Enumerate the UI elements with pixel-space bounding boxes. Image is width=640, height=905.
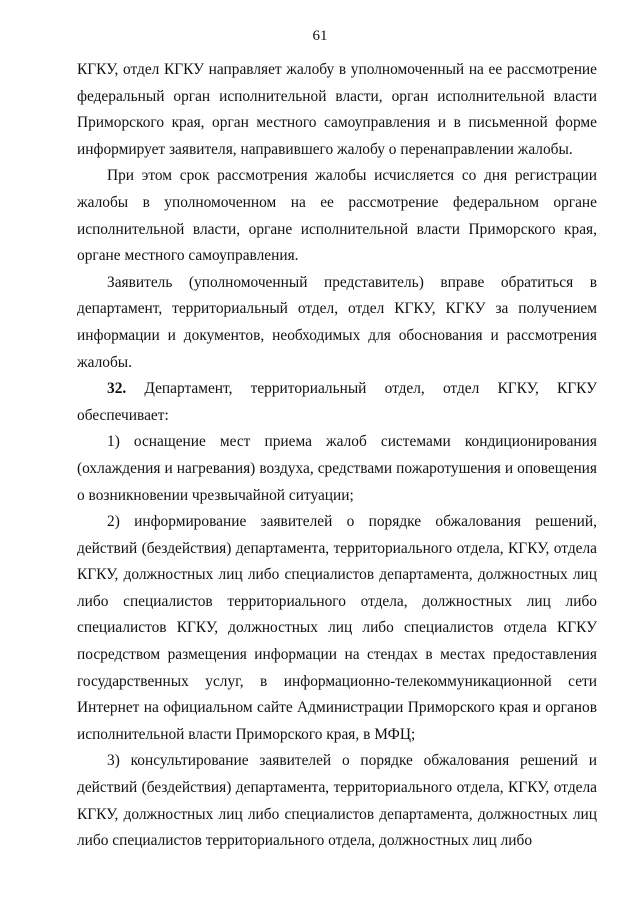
- paragraph-item-2: 2) информирование заявителей о порядке обжалования решений, действий (бездействия) департамента, территориального отдела, КГКУ, отдела КГКУ, должностных лиц либо специалистов департамента, должностных лиц либо специалистов территориального отдела, должностных лиц либо специалистов КГКУ, должностных лиц либо специалистов отдела КГКУ посредством размещения информации на стендах в местах предоставления государственных услуг, в информационно-телекоммуникационной сети Интернет на официальном сайте Администрации Приморского края и органов исполнительной власти Приморского края, в МФЦ;: [77, 513, 597, 743]
- paragraph-item-3: 3) консультирование заявителей о порядке обжалования решений и действий (бездействия) департамента, территориального отдела, КГКУ, отдела КГКУ, должностных лиц либо специалистов департамента, должностных лиц либо специалистов территориального отдела, должностных лиц либо: [77, 752, 597, 850]
- page-number: 61: [312, 28, 328, 44]
- paragraph-complaint-term: При этом срок рассмотрения жалобы исчисляется со дня регистрации жалобы в уполномоченном на ее рассмотрение федеральном органе исполнительной власти, органе исполнительной власти Приморского края, органе местного самоуправления.: [77, 167, 597, 265]
- paragraph-clause-32: [77, 376, 597, 429]
- paragraph-item-1: 1) оснащение мест приема жалоб системами кондиционирования (охлаждения и нагревания) воздуха, средствами пожаротушения и оповещения о возникновении чрезвычайной ситуации;: [77, 433, 597, 504]
- paragraph-continuation: КГКУ, отдел КГКУ направляет жалобу в уполномоченный на ее рассмотрение федеральный орган исполнительной власти, орган исполнительной власти Приморского края, орган местного самоуправления и в письменной форме информирует заявителя, направившего жалобу о перенаправлении жалобы.: [77, 61, 597, 158]
- clause-text: Департамент, территориальный отдел, отдел КГКУ, КГКУ обеспечивает:: [77, 380, 597, 424]
- document-body: [77, 57, 597, 855]
- clause-number: 32.: [107, 380, 127, 398]
- paragraph-applicant-rights: Заявитель (уполномоченный представитель) вправе обратиться в департамент, территориальный отдел, отдел КГКУ, КГКУ за получением информации и документов, необходимых для обоснования и рассмотрения жалобы.: [77, 273, 597, 371]
